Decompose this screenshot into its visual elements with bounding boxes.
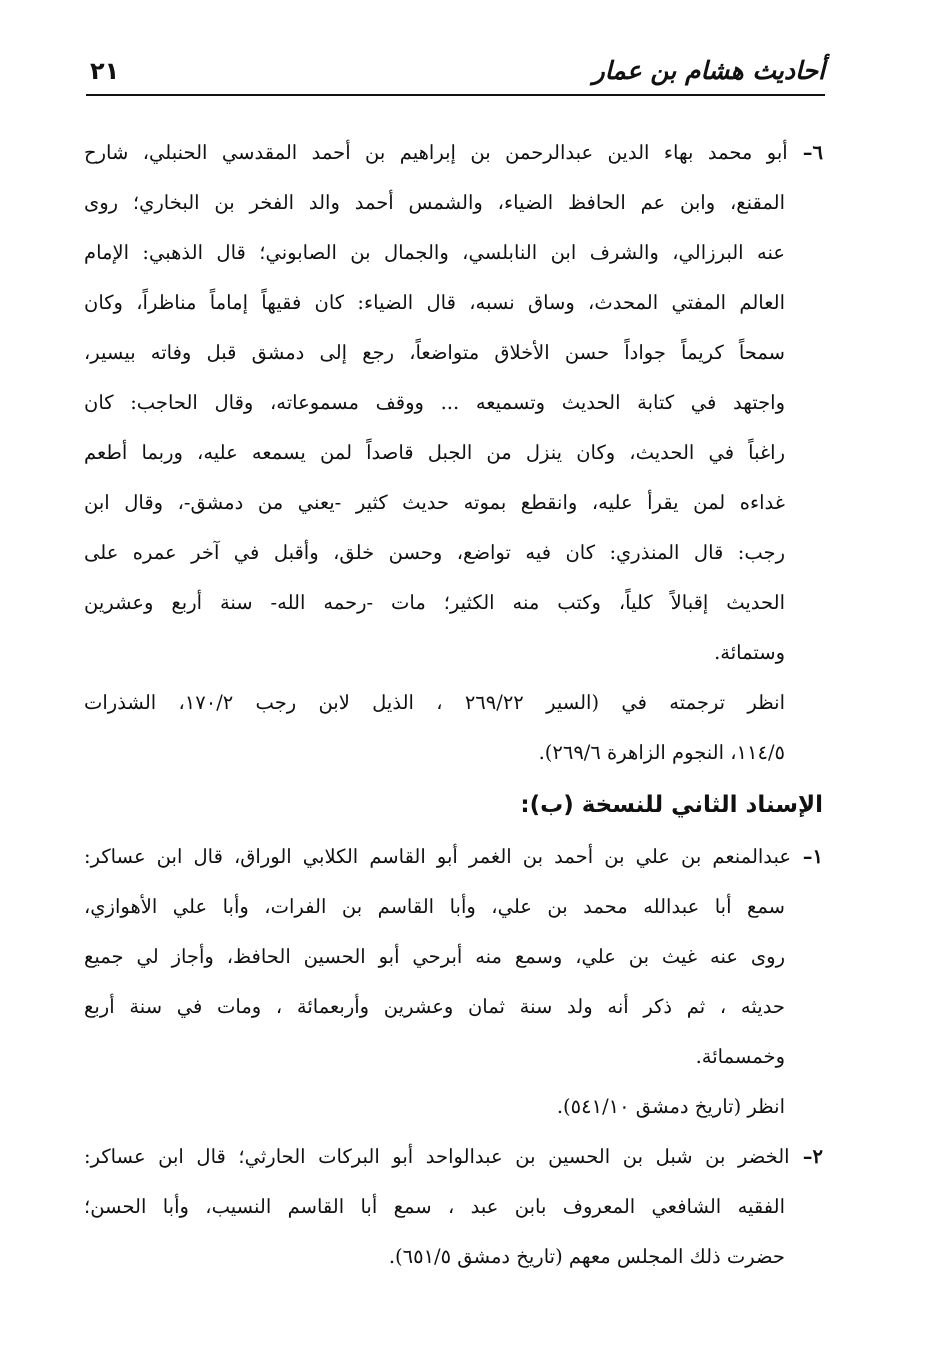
text-line: وستمائة. — [714, 641, 785, 664]
text-line: سمع أبا عبدالله محمد بن علي، وأبا القاسم بن الفرات، وأبا علي الأهوازي، — [84, 895, 785, 918]
text-line: سمحاً كريماً جواداً حسن الأخلاق متواضعاً، رجع إلى دمشق قبل وفاته بيسير، — [84, 341, 785, 364]
source-reference: انظر ترجمته في (السير ٢٦٩/٢٢ ، الذيل لابن رجب ١٧٠/٢، الشذرات — [84, 691, 785, 714]
body-text — [84, 128, 823, 1282]
section-heading: الإسناد الثاني للنسخة (ب): — [520, 792, 823, 818]
entry-number: ٢– — [789, 1145, 823, 1168]
text-line: روى عنه غيث بن علي، وسمع منه أبرحي أبو الحسين الحافظ، وأجاز لي جميع — [84, 945, 785, 968]
header-rule — [86, 94, 825, 96]
text-line: العالم المفتي المحدث، وساق نسبه، قال الضياء: كان فقيهاً إماماً مناظراً، وكان — [84, 291, 785, 314]
text-line: حضرت ذلك المجلس معهم (تاريخ دمشق ٦٥١/٥). — [388, 1245, 785, 1268]
biography-entry-2 — [84, 1132, 823, 1282]
biography-entry-6 — [84, 128, 823, 778]
text-line: ٦– أبو محمد بهاء الدين عبدالرحمن بن إبراهيم بن أحمد المقدسي الحنبلي، شارح — [84, 141, 823, 164]
text-line: الحديث إقبالاً كلياً، وكتب منه الكثير؛ مات -رحمه الله- سنة أربع وعشرين — [84, 591, 785, 614]
text-line: غداءه لمن يقرأ عليه، وانقطع بموته حديث كثير -يعني من دمشق-، وقال ابن — [84, 491, 785, 514]
biography-entry-1 — [84, 832, 823, 1132]
text-line: رجب: قال المنذري: كان فيه تواضع، وحسن خلق، وأقبل في آخر عمره على — [84, 541, 785, 564]
source-reference: ١١٤/٥، النجوم الزاهرة ٢٦٩/٦). — [538, 741, 785, 764]
page-number: ٢١ — [90, 57, 120, 85]
text-line: راغباً في الحديث، وكان ينزل من الجبل قاصداً لمن يسمعه عليه، وربما أطعم — [84, 441, 785, 464]
book-title: أحاديث هشام بن عمار — [592, 56, 825, 85]
source-reference: انظر (تاريخ دمشق ٥٤١/١٠). — [556, 1095, 785, 1118]
text-line: ١– عبدالمنعم بن علي بن أحمد بن الغمر أبو القاسم الكلابي الوراق، قال ابن عساكر: — [84, 845, 823, 868]
entry-number: ١– — [791, 845, 823, 868]
text-line: عنه البرزالي، والشرف ابن النابلسي، والجمال بن الصابوني؛ قال الذهبي: الإمام — [84, 241, 785, 264]
text-line: المقنع، وابن عم الحافظ الضياء، والشمس أحمد والد الفخر بن البخاري؛ روى — [84, 191, 785, 214]
text-line: واجتهد في كتابة الحديث وتسميعه ... ووقف مسموعاته، وقال الحاجب: كان — [84, 391, 785, 414]
running-header — [86, 52, 825, 96]
text-line: وخمسمائة. — [695, 1045, 785, 1068]
text-line: حديثه ، ثم ذكر أنه ولد سنة ثمان وعشرين وأربعمائة ، ومات في سنة أربع — [84, 995, 785, 1018]
entry-number: ٦– — [787, 141, 823, 164]
text-line: ٢– الخضر بن شبل بن الحسين بن عبدالواحد أبو البركات الحارثي؛ قال ابن عساكر: — [84, 1145, 823, 1168]
text-line: الفقيه الشافعي المعروف بابن عبد ، سمع أبا القاسم النسيب، وأبا الحسن؛ — [84, 1195, 785, 1218]
